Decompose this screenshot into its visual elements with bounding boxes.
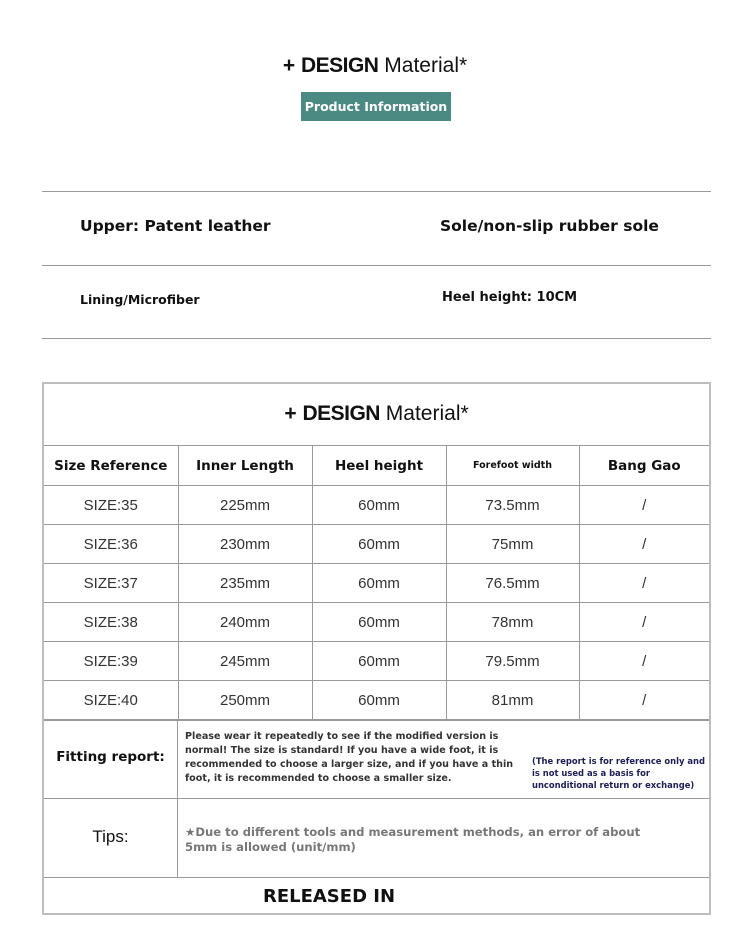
- column-header: Forefoot width: [446, 446, 579, 486]
- table-cell: 230mm: [178, 525, 312, 564]
- table-row: [44, 564, 709, 603]
- table-cell: 60mm: [312, 564, 446, 603]
- table-row: [44, 642, 709, 681]
- table-cell: 60mm: [312, 642, 446, 681]
- table-cell: SIZE:36: [44, 525, 178, 564]
- fitting-report-label: Fitting report:: [56, 749, 165, 765]
- table-cell: SIZE:39: [44, 642, 178, 681]
- divider: [42, 265, 711, 266]
- table-cell: 75mm: [446, 525, 579, 564]
- title-plus: +: [284, 402, 297, 425]
- table-cell: /: [579, 603, 709, 642]
- spec-upper: Upper: Patent leather: [80, 217, 271, 235]
- table-cell: SIZE:38: [44, 603, 178, 642]
- table-cell: 60mm: [312, 681, 446, 720]
- spec-sole: Sole/non-slip rubber sole: [440, 217, 659, 235]
- table-cell: 240mm: [178, 603, 312, 642]
- table-cell: /: [579, 525, 709, 564]
- title-rest: Material*: [384, 54, 468, 77]
- column-header: Bang Gao: [579, 446, 709, 486]
- table-cell: SIZE:37: [44, 564, 178, 603]
- divider: [42, 191, 711, 192]
- table-cell: 76.5mm: [446, 564, 579, 603]
- title-brand: DESIGN: [300, 54, 379, 77]
- table-cell: 60mm: [312, 486, 446, 525]
- size-chart: [42, 382, 711, 915]
- table-cell: /: [579, 486, 709, 525]
- title-rest: Material*: [385, 402, 469, 425]
- column-header: Heel height: [312, 446, 446, 486]
- tips-text: ★Due to different tools and measurement methods, an error of about 5mm is allowed (unit/mm): [185, 825, 641, 854]
- table-cell: /: [579, 681, 709, 720]
- table-cell: 81mm: [446, 681, 579, 720]
- spec-lining: Lining/Microfiber: [80, 292, 200, 307]
- table-row: [44, 681, 709, 720]
- table-cell: /: [579, 564, 709, 603]
- tips-label: Tips:: [92, 827, 129, 846]
- table-cell: 79.5mm: [446, 642, 579, 681]
- spec-heel-height: Heel height: 10CM: [442, 290, 578, 305]
- table-cell: 60mm: [312, 525, 446, 564]
- divider: [177, 799, 178, 877]
- table-header-row: [44, 446, 709, 486]
- table-cell: 60mm: [312, 603, 446, 642]
- table-cell: 245mm: [178, 642, 312, 681]
- table-cell: 225mm: [178, 486, 312, 525]
- table-row: [44, 525, 709, 564]
- fitting-report-text: Please wear it repeatedly to see if the modified version is normal! The size is standard! If you have a wide foot, it is recommended to choose a larger size, and if you have a thin foot, it is recommended to choose a smaller size.: [185, 731, 514, 784]
- table-row: [44, 603, 709, 642]
- title-plus: +: [282, 54, 296, 77]
- column-header: Inner Length: [178, 446, 312, 486]
- page-title: [0, 54, 750, 78]
- divider: [42, 338, 711, 339]
- released-row: [44, 877, 709, 913]
- table-cell: 73.5mm: [446, 486, 579, 525]
- table-cell: /: [579, 642, 709, 681]
- title-brand: DESIGN: [302, 402, 380, 425]
- table-cell: SIZE:40: [44, 681, 178, 720]
- fitting-report-note: (The report is for reference only and is not used as a basis for unconditional return or exchange): [532, 756, 705, 790]
- divider: [177, 721, 178, 798]
- product-information-badge: Product Information: [301, 92, 451, 121]
- table-row: [44, 486, 709, 525]
- tips-row: [44, 798, 709, 877]
- size-table: [44, 445, 709, 720]
- table-cell: 78mm: [446, 603, 579, 642]
- table-cell: 250mm: [178, 681, 312, 720]
- table-cell: 235mm: [178, 564, 312, 603]
- size-chart-title: [44, 402, 709, 426]
- table-cell: SIZE:35: [44, 486, 178, 525]
- released-in-label: RELEASED IN: [262, 886, 396, 907]
- fitting-report-row: [44, 720, 709, 798]
- column-header: Size Reference: [44, 446, 178, 486]
